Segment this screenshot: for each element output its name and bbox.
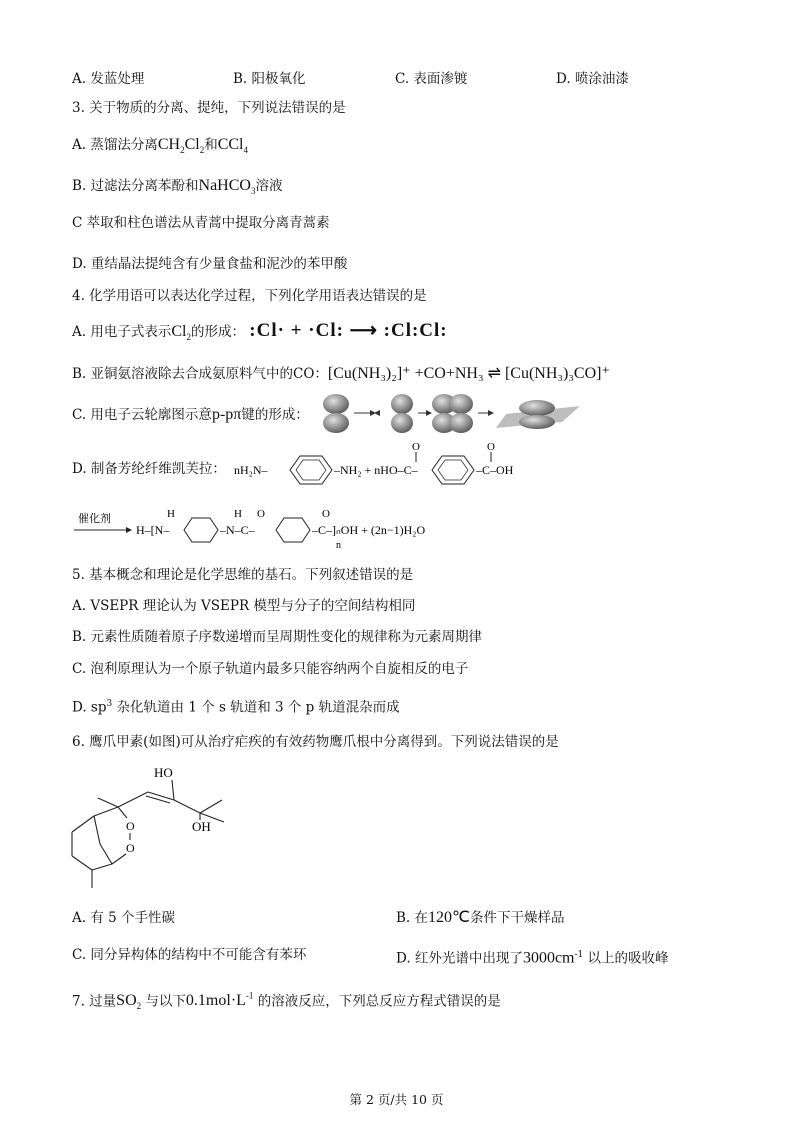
svg-text:O: O [126,841,135,855]
svg-text:O: O [257,508,265,520]
q5-option-c: C. 泡利原理认为一个原子轨道内最多只能容纳两个自旋相反的电子 [72,661,469,677]
q5-option-a: A. VSEPR 理论认为 VSEPR 模型与分子的空间结构相同 [72,598,416,614]
q5-option-d: D. $sp^3$ 杂化轨道由 1 个 s 轨道和 3 个 p 轨道混杂而成 [72,699,400,716]
svg-text:nH₂N–: nH₂N– [234,463,268,477]
q5-option-b: B. 元素性质随着原子序数递增而呈周期性变化的规律称为元素周期律 [72,629,483,645]
svg-text:–C–]ₙOH + (2n−1)H₂O: –C–]ₙOH + (2n−1)H₂O [312,523,426,537]
kevlar-product [72,508,452,554]
svg-text:O: O [412,441,420,453]
svg-text:H: H [167,508,175,520]
q4-a-electron-formula: :Cl· + ·Cl: ⟶ :Cl:Cl: [249,320,448,341]
p-p-pi-orbital-diagram [318,392,588,436]
q7-stem: 7. 过量$SO_2$ 与以下$0.1mol\cdot L^{-1}$ 的溶液反应，下列总反应方程式错误的是 [72,991,501,1012]
q2-option-d: D. 喷涂油漆 [556,71,629,87]
q3-option-a: A. 蒸馏法分离$CH_2Cl_2$和CCl$_4$ [72,136,248,156]
q2-option-b: B. 阳极氧化 [233,71,306,87]
svg-text:–N–C–: –N–C– [220,523,255,537]
q4-option-d: D. 制备芳纶纤维凯芙拉： [72,461,226,477]
q3-option-d: D. 重结晶法提纯含有少量食盐和泥沙的苯甲酸 [72,256,348,272]
svg-text:H: H [234,508,242,520]
page-footer: 第 2 页/共 10 页 [349,1092,444,1107]
q4-b-equation: [Cu(NH₃)₂]⁺ +CO+NH₃ ⇌ [Cu(NH₃)₃CO]⁺ [327,365,610,382]
svg-text:H–[N–: H–[N– [136,523,170,537]
kevlar-reactants [230,440,540,490]
q5-stem: 5. 基本概念和理论是化学思维的基石。下列叙述错误的是 [72,567,414,583]
q6-option-d: D. 红外光谱中出现了$3000cm^{-1}$ 以上的吸收峰 [396,949,669,967]
q3-option-b: B. 过滤法分离苯酚和NaHCO$_3$溶液 [72,177,283,197]
q3-stem: 3. 关于物质的分离、提纯，下列说法错误的是 [72,100,346,116]
svg-text:O: O [487,441,495,453]
q2-option-a: A. 发蓝处理 [72,71,145,87]
svg-text:催化剂: 催化剂 [78,513,111,525]
q4-stem: 4. 化学用语可以表达化学过程，下列化学用语表达错误的是 [72,288,427,304]
q6-option-b: B. 在120℃条件下干燥样品 [396,909,565,926]
q2-option-c: C. 表面渗镀 [395,71,468,87]
q6-stem: 6. 鹰爪甲素(如图)可从治疗疟疾的有效药物鹰爪根中分离得到。下列说法错误的是 [72,734,559,750]
svg-text:n: n [336,540,341,551]
yingzhaosu-structure [60,760,240,900]
svg-text:O: O [126,819,135,833]
svg-text:OH: OH [192,819,211,834]
q4-option-c: C. 用电子云轮廓图示意p-pπ键的形成： [72,406,309,423]
q6-option-a: A. 有 5 个手性碳 [72,910,176,926]
q4-option-a: A. 用电子式表示$Cl_2$的形成： :Cl· + ·Cl: ⟶ :Cl:Cl: [72,320,448,343]
q4-option-b: B. 亚铜氨溶液除去合成氨原料气中的CO：[Cu(NH₃)₂]⁺ +CO+NH₃ ⇌ [Cu(NH₃)₃CO]⁺ [72,365,610,382]
q6-option-c: C. 同分异构体的结构中不可能含有苯环 [72,947,307,963]
svg-text:HO: HO [154,765,173,780]
svg-text:–C–OH: –C–OH [476,463,514,477]
svg-text:O: O [322,508,330,520]
svg-text:–NH₂ + nHO–C–: –NH₂ + nHO–C– [334,463,418,477]
q3-option-c: C 萃取和柱色谱法从青蒿中提取分离青蒿素 [72,215,330,231]
